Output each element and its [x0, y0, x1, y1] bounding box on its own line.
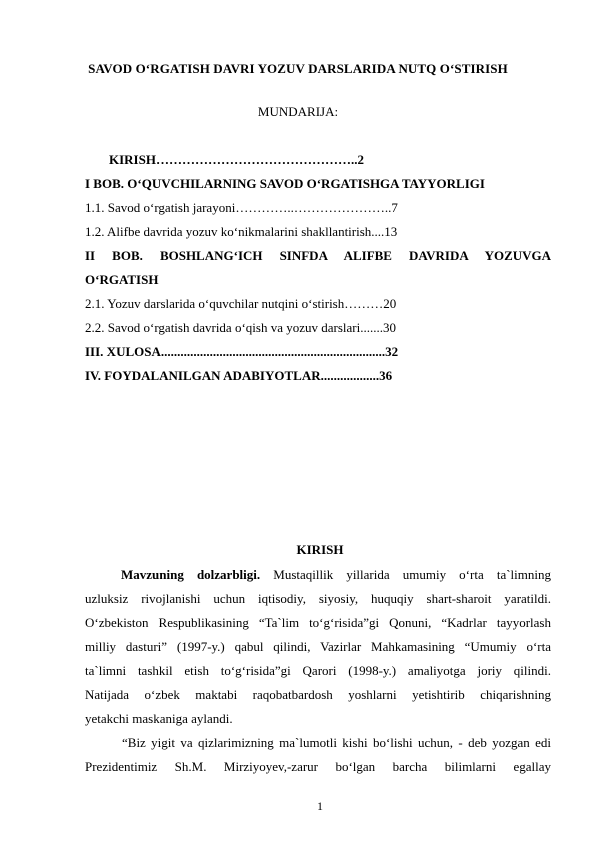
toc-entry-1-2: 1.2. Alifbe davrida yozuv ko‘nikmalarini shakllantirish....13 [85, 224, 398, 239]
toc-entry-chapter-1: I BOB. O‘QUVCHILARNING SAVOD O‘RGATISHGA TAYYORLIGI [85, 176, 485, 191]
toc-word: ALIFBE [343, 248, 392, 263]
toc-word: DAVRIDA [409, 248, 469, 263]
toc-heading: MUNDARIJA: [257, 104, 339, 119]
paragraph-line [85, 563, 551, 587]
paragraph-line: ta`limni tashkil etish to‘g‘risida”gi Qarori (1998-y.) amaliyotga joriy qilindi. [85, 663, 551, 678]
toc-entry-chapter-2-line1 [85, 248, 551, 264]
toc-entry-2-1: 2.1. Yozuv darslarida o‘quvchilar nutqini o‘stirish………20 [85, 296, 397, 311]
paragraph-line: “Biz yigit va qizlarimizning ma`lumotli kishi bo‘lishi uchun, - deb yozgan edi [122, 735, 551, 750]
paragraph-line: Prezidentimiz Sh.M. Mirziyoyev,-zarur bo‘lgan barcha bilimlarni egallay [85, 759, 551, 774]
body-paragraph-1 [85, 563, 551, 731]
paragraph-line: milliy dasturi” (1997-y.) qabul qilindi, Vazirlar Mahkamasining “Umumiy o‘rta [85, 639, 551, 654]
toc-word: II [85, 248, 96, 263]
page-number: 1 [317, 799, 323, 813]
paragraph-line: uzluksiz rivojlanishi uchun iqtisodiy, siyosiy, huquqiy shart-sharoit yaratildi. [85, 591, 551, 606]
toc-entry-1-1: 1.1. Savod o‘rgatish jarayoni…………..…………………..7 [85, 200, 398, 215]
toc-entry-kirish: KIRISH………………………………………..2 [109, 152, 364, 167]
toc-word: SINFDA [279, 248, 328, 263]
toc-entry-2-2: 2.2. Savod o‘rgatish davrida o‘qish va yozuv darslari.......30 [85, 320, 396, 335]
lead-bold-phrase: Mavzuning dolzarbligi. [121, 567, 261, 582]
toc-word: BOB. [112, 248, 143, 263]
toc-word: BOSHLANG‘ICH [159, 248, 263, 263]
toc-entry-references: IV. FOYDALANILGAN ADABIYOTLAR..................36 [85, 368, 393, 383]
paragraph-line: O‘zbekiston Respublikasining “Ta`lim to‘g‘risida”gi Qonuni, “Kadrlar tayyorlash [85, 615, 551, 630]
toc-entry-chapter-2-line2: O‘RGATISH [85, 272, 159, 287]
line-text: Mustaqillik yillarida umumiy o‘rta ta`limning [273, 567, 551, 582]
paragraph-line: Natijada o‘zbek maktabi raqobatbardosh yoshlarni yetishtirib chiqarishning [85, 687, 551, 702]
toc-word: YOZUVGA [484, 248, 552, 263]
document-title: SAVOD O‘RGATISH DAVRI YOZUV DARSLARIDA NUTQ O‘STIRISH [88, 61, 508, 76]
paragraph-line: yetakchi maskaniga aylandi. [85, 711, 233, 726]
section-heading-kirish: KIRISH [296, 542, 344, 557]
body-paragraph-2 [85, 731, 551, 779]
toc-entry-conclusion: III. XULOSA.....................................................................32 [85, 344, 399, 359]
